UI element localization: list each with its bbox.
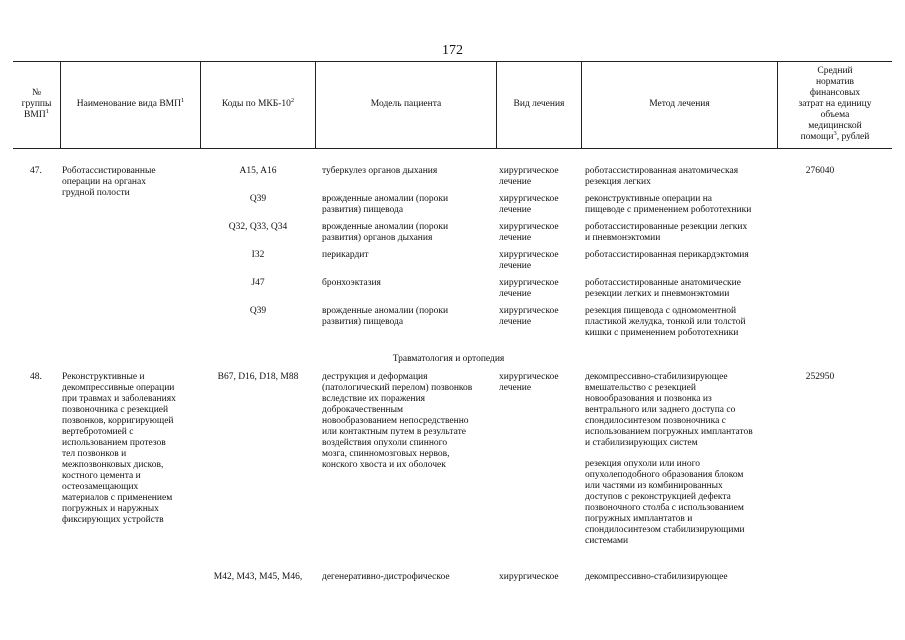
treatment-type: хирургическое лечение	[499, 372, 559, 393]
header-average-cost-text: Средний норматив финансовых затрат на единицу объема медицинской помощи	[798, 66, 872, 142]
header-average-cost-unit: , рублей	[836, 132, 870, 142]
footnote-marker: 1	[45, 107, 49, 115]
treatment-type: хирургическое лечение	[499, 222, 559, 243]
patient-model: дегенеративно-дистрофическое	[322, 572, 450, 582]
icd-code: J47	[251, 278, 265, 288]
header-vmp-name-text: Наименование вида ВМП	[76, 99, 181, 109]
treatment-method: декомпрессивно-стабилизирующее вмешательство с резекцией новообразования и позвонка из вентрального или заднего доступа со спондилосинтезом позвоночника с использованием погружных имплантатов и стабилизирующих систем	[585, 372, 753, 448]
patient-model: перикардит	[322, 250, 369, 260]
icd-code: Q39	[249, 306, 267, 316]
patient-model: туберкулез органов дыхания	[322, 166, 438, 176]
header-vmp-name	[61, 61, 200, 148]
header-treatment-type	[497, 61, 581, 148]
footnote-marker: 3	[833, 129, 837, 137]
header-treatment-method-text: Метод лечения	[649, 99, 710, 109]
patient-model: врожденные аномалии (пороки развития) органов дыхания	[322, 222, 449, 243]
header-average-cost	[778, 61, 892, 148]
treatment-type: хирургическое лечение	[499, 166, 559, 187]
header-treatment-type-text: Вид лечения	[513, 99, 565, 109]
group-48-vmp-name: Реконструктивные и декомпрессивные операции при травмах и заболеваниях позвоночника с резекцией позвонков, корригирующей вертебротомией с использованием протезов тел позвонков и межпозвонковых дисков, костного цемента и остеозамещающих материалов с применением погружных и наружных фиксирующих устройств	[62, 372, 176, 525]
treatment-type: хирургическое лечение	[499, 278, 559, 299]
treatment-type: хирургическое лечение	[499, 194, 559, 215]
icd-code: B67, D16, D18, M88	[217, 372, 299, 382]
icd-code: M42, M43, M45, M46,	[213, 572, 303, 582]
treatment-method: реконструктивные операции на пищеводе с применением робототехники	[585, 194, 752, 215]
header-patient-model	[316, 61, 496, 148]
header-treatment-method	[582, 61, 777, 148]
patient-model: деструкция и деформация (патологический перелом) позвонков вследствие их поражения доброкачественным новообразованием непосредственно или контактным путем в результате воздействия опухоли спинного мозга, спинномозговых нервов, конского хвоста и их оболочек	[322, 372, 473, 470]
header-bottom-rule	[13, 148, 892, 149]
icd-code: A15, A16	[239, 166, 277, 176]
page-number: 172	[442, 43, 463, 58]
icd-code: Q32, Q33, Q34	[228, 222, 288, 232]
group-47-vmp-name: Роботассистированные операции на органах грудной полости	[62, 166, 156, 198]
treatment-method: роботассистированная анатомическая резекция легких	[585, 166, 739, 187]
header-group-number	[13, 61, 60, 148]
icd-code: I32	[251, 250, 265, 260]
header-icd-codes-text: Коды по МКБ-10	[221, 99, 291, 109]
treatment-method: резекция опухоли или иного опухолеподобного образования блоком или частями из комбинированных доступов с реконструкцией дефекта позвоночного столба с использованием погружных имплантатов и спондилосинтезом стабилизирующими системами	[585, 459, 745, 546]
header-group-number-text: № группы ВМП	[21, 88, 52, 120]
treatment-method: резекция пищевода с одномоментной пластикой желудка, тонкой или толстой кишки с применением робототехники	[585, 306, 746, 338]
group-48-cost: 252950	[805, 372, 835, 382]
footnote-marker: 2	[290, 96, 295, 104]
footnote-marker: 1	[180, 96, 185, 104]
treatment-method: роботассистированные резекции легких и пневмонэктомии	[585, 222, 748, 243]
icd-code: Q39	[249, 194, 267, 204]
treatment-method: декомпрессивно-стабилизирующее	[585, 572, 728, 582]
treatment-type: хирургическое лечение	[499, 250, 559, 271]
group-47-cost: 276040	[805, 166, 835, 176]
treatment-type: хирургическое лечение	[499, 306, 559, 327]
patient-model: врожденные аномалии (пороки развития) пищевода	[322, 306, 449, 327]
header-patient-model-text: Модель пациента	[370, 99, 442, 109]
treatment-type: хирургическое	[499, 572, 559, 582]
patient-model: бронхоэктазия	[322, 278, 381, 288]
group-47-number: 47.	[30, 166, 42, 176]
patient-model: врожденные аномалии (пороки развития) пищевода	[322, 194, 449, 215]
header-icd-codes	[201, 61, 315, 148]
group-48-number: 48.	[30, 372, 42, 382]
treatment-method: роботассистированная перикардэктомия	[585, 250, 749, 260]
treatment-method: роботассистированные анатомические резекции легких и пневмонэктомии	[585, 278, 741, 299]
section-title: Травматология и ортопедия	[392, 354, 505, 364]
